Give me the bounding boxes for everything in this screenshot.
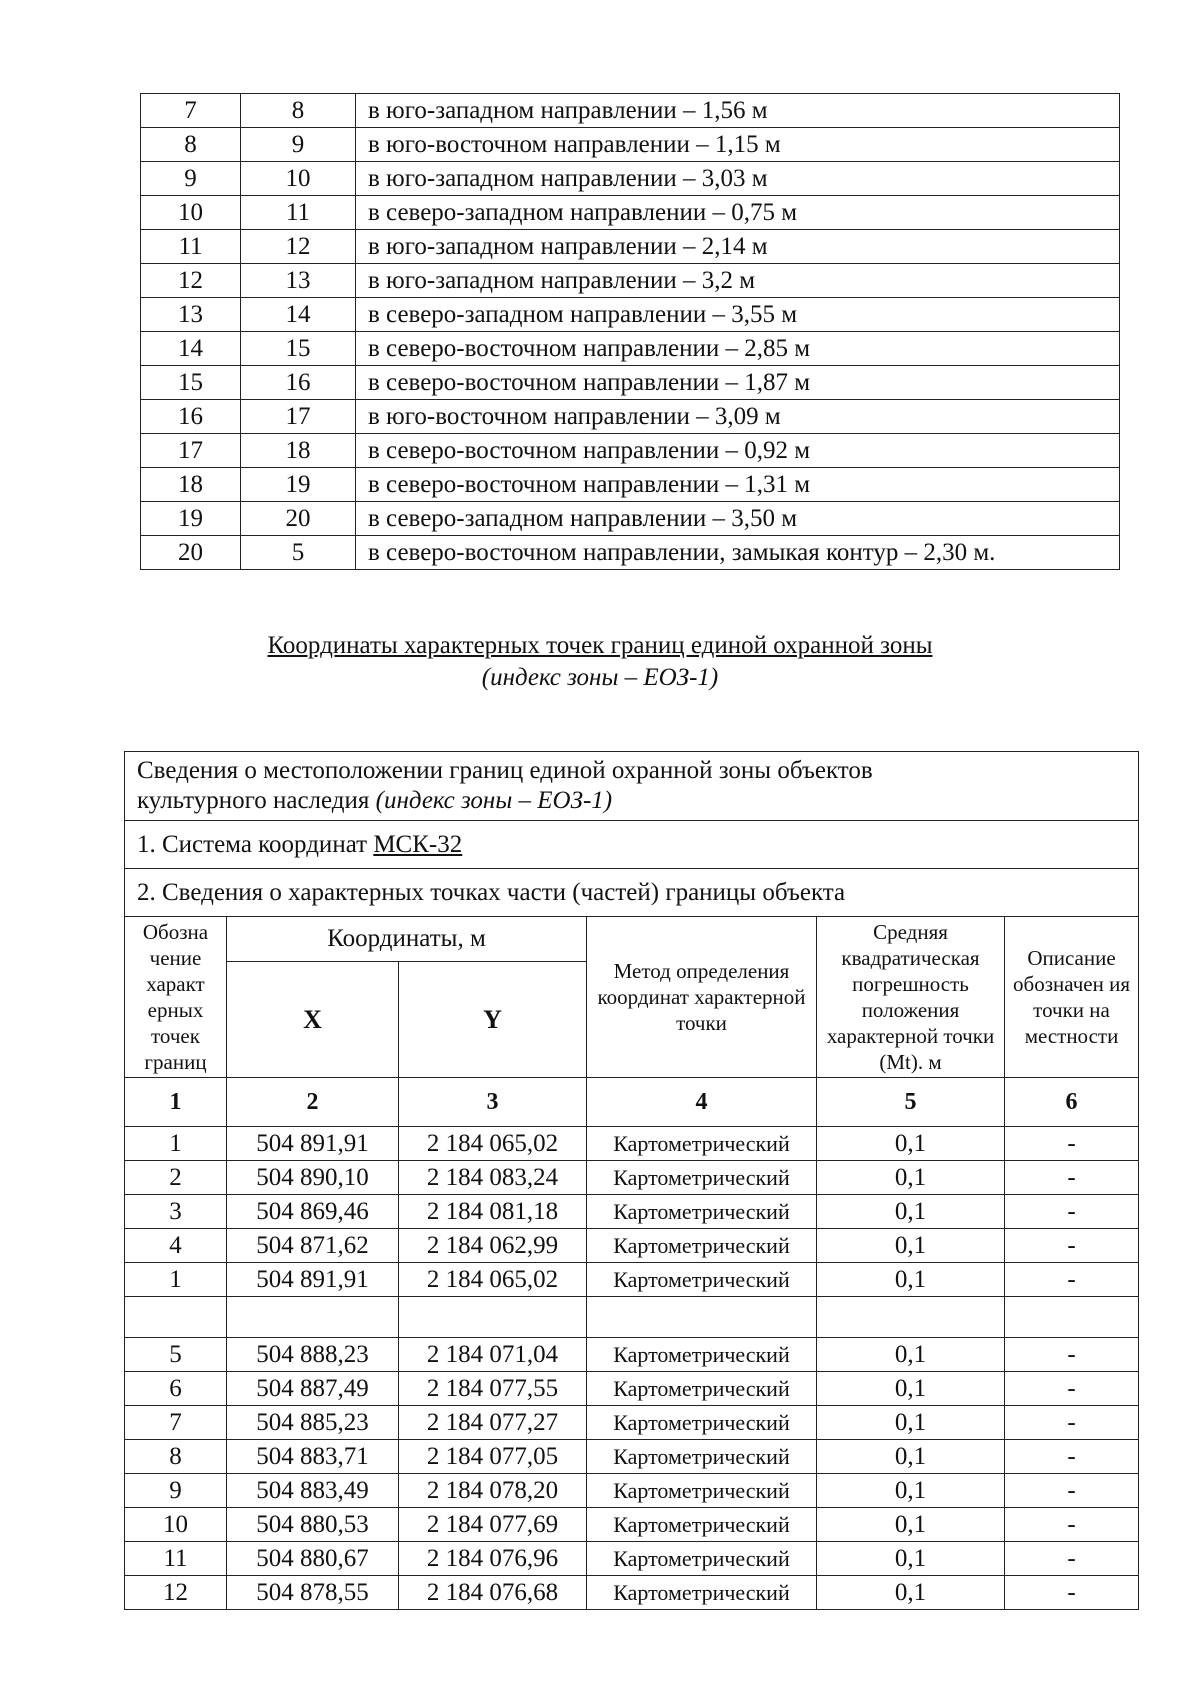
- direction-text: в юго-западном направлении – 3,03 м: [356, 162, 1120, 196]
- coordinate-row: [125, 1576, 1139, 1610]
- x-value: 504 887,49: [227, 1372, 399, 1406]
- error-value: 0,1: [817, 1127, 1005, 1161]
- y-value: 2 184 077,69: [399, 1508, 587, 1542]
- description-value: -: [1005, 1338, 1139, 1372]
- direction-row: [141, 196, 1120, 230]
- from-point: 10: [141, 196, 241, 230]
- empty-cell: [587, 1297, 817, 1338]
- point-number: 10: [125, 1508, 227, 1542]
- method-value: Картометрический: [587, 1576, 817, 1610]
- coords-heading: Координаты характерных точек границ единой охранной зоны: [267, 632, 933, 659]
- to-point: 10: [241, 162, 356, 196]
- error-value: 0,1: [817, 1263, 1005, 1297]
- description-value: -: [1005, 1542, 1139, 1576]
- direction-row: [141, 230, 1120, 264]
- method-value: Картометрический: [587, 1508, 817, 1542]
- direction-row: [141, 94, 1120, 128]
- description-value: -: [1005, 1372, 1139, 1406]
- from-point: 14: [141, 332, 241, 366]
- description-value: -: [1005, 1474, 1139, 1508]
- from-point: 9: [141, 162, 241, 196]
- coordinate-row: [125, 1195, 1139, 1229]
- error-value: 0,1: [817, 1440, 1005, 1474]
- col-method-header: Метод определения координат характерной точки: [587, 917, 817, 1078]
- error-value: 0,1: [817, 1406, 1005, 1440]
- from-point: 19: [141, 502, 241, 536]
- description-value: -: [1005, 1406, 1139, 1440]
- col-number: 1: [125, 1078, 227, 1127]
- description-value: -: [1005, 1263, 1139, 1297]
- direction-text: в северо-восточном направлении – 1,31 м: [356, 468, 1120, 502]
- error-value: 0,1: [817, 1576, 1005, 1610]
- direction-row: [141, 434, 1120, 468]
- x-value: 504 890,10: [227, 1161, 399, 1195]
- from-point: 7: [141, 94, 241, 128]
- direction-text: в северо-западном направлении – 3,50 м: [356, 502, 1120, 536]
- y-value: 2 184 076,96: [399, 1542, 587, 1576]
- from-point: 20: [141, 536, 241, 570]
- y-value: 2 184 077,05: [399, 1440, 587, 1474]
- col-number: 5: [817, 1078, 1005, 1127]
- description-value: -: [1005, 1229, 1139, 1263]
- x-value: 504 885,23: [227, 1406, 399, 1440]
- to-point: 15: [241, 332, 356, 366]
- direction-text: в северо-восточном направлении – 1,87 м: [356, 366, 1120, 400]
- direction-text: в северо-западном направлении – 3,55 м: [356, 298, 1120, 332]
- coordinate-row: [125, 1229, 1139, 1263]
- direction-text: в юго-западном направлении – 1,56 м: [356, 94, 1120, 128]
- direction-text: в северо-восточном направлении – 2,85 м: [356, 332, 1120, 366]
- from-point: 13: [141, 298, 241, 332]
- point-number: 4: [125, 1229, 227, 1263]
- method-value: Картометрический: [587, 1229, 817, 1263]
- coordinates-body: [125, 752, 1139, 1610]
- info-cell: [125, 752, 1139, 821]
- coordinate-row: [125, 1338, 1139, 1372]
- from-point: 18: [141, 468, 241, 502]
- method-value: Картометрический: [587, 1195, 817, 1229]
- to-point: 13: [241, 264, 356, 298]
- empty-cell: [125, 1297, 227, 1338]
- to-point: 8: [241, 94, 356, 128]
- info-line2-index: (индекс зоны – ЕОЗ-1): [375, 787, 613, 814]
- description-value: -: [1005, 1161, 1139, 1195]
- to-point: 18: [241, 434, 356, 468]
- point-number: 12: [125, 1576, 227, 1610]
- from-point: 15: [141, 366, 241, 400]
- description-value: -: [1005, 1440, 1139, 1474]
- point-number: 8: [125, 1440, 227, 1474]
- method-value: Картометрический: [587, 1338, 817, 1372]
- coordinates-table: [124, 751, 1139, 1610]
- zone-index-subheading: (индекс зоны – ЕОЗ-1): [481, 664, 719, 691]
- point-number: 6: [125, 1372, 227, 1406]
- error-value: 0,1: [817, 1338, 1005, 1372]
- method-value: Картометрический: [587, 1127, 817, 1161]
- direction-text: в юго-восточном направлении – 1,15 м: [356, 128, 1120, 162]
- to-point: 20: [241, 502, 356, 536]
- point-number: 9: [125, 1474, 227, 1508]
- info-line2: культурного наследия: [137, 787, 376, 814]
- x-value: 504 880,53: [227, 1508, 399, 1542]
- contour-separator-row: [125, 1297, 1139, 1338]
- description-value: -: [1005, 1195, 1139, 1229]
- info-line1: Сведения о местоположении границ единой охранной зоны объектов: [137, 757, 873, 784]
- point-number: 1: [125, 1263, 227, 1297]
- x-value: 504 891,91: [227, 1263, 399, 1297]
- empty-cell: [1005, 1297, 1139, 1338]
- direction-row: [141, 400, 1120, 434]
- direction-text: в северо-западном направлении – 0,75 м: [356, 196, 1120, 230]
- method-value: Картометрический: [587, 1263, 817, 1297]
- coordinate-row: [125, 1508, 1139, 1542]
- point-number: 11: [125, 1542, 227, 1576]
- y-value: 2 184 062,99: [399, 1229, 587, 1263]
- col-desc-header: Описание обозначен ия точки на местности: [1005, 917, 1139, 1078]
- col-number: 2: [227, 1078, 399, 1127]
- to-point: 5: [241, 536, 356, 570]
- x-value: 504 871,62: [227, 1229, 399, 1263]
- to-point: 19: [241, 468, 356, 502]
- x-value: 504 891,91: [227, 1127, 399, 1161]
- from-point: 17: [141, 434, 241, 468]
- description-value: -: [1005, 1508, 1139, 1542]
- direction-text: в юго-западном направлении – 3,2 м: [356, 264, 1120, 298]
- to-point: 16: [241, 366, 356, 400]
- x-value: 504 883,71: [227, 1440, 399, 1474]
- coordinate-row: [125, 1474, 1139, 1508]
- coordinate-row: [125, 1542, 1139, 1576]
- col-point-header: Обозна чение характ ерных точек границ: [125, 917, 227, 1078]
- directions-body: [141, 94, 1120, 570]
- coordinate-row: [125, 1161, 1139, 1195]
- directions-table: [140, 93, 1120, 570]
- direction-text: в северо-восточном направлении – 0,92 м: [356, 434, 1120, 468]
- error-value: 0,1: [817, 1508, 1005, 1542]
- y-value: 2 184 065,02: [399, 1127, 587, 1161]
- from-point: 16: [141, 400, 241, 434]
- col-number: 3: [399, 1078, 587, 1127]
- x-value: 504 888,23: [227, 1338, 399, 1372]
- direction-row: [141, 264, 1120, 298]
- coordinate-row: [125, 1372, 1139, 1406]
- error-value: 0,1: [817, 1229, 1005, 1263]
- from-point: 11: [141, 230, 241, 264]
- to-point: 14: [241, 298, 356, 332]
- y-value: 2 184 083,24: [399, 1161, 587, 1195]
- from-point: 8: [141, 128, 241, 162]
- description-value: -: [1005, 1576, 1139, 1610]
- error-value: 0,1: [817, 1161, 1005, 1195]
- error-value: 0,1: [817, 1372, 1005, 1406]
- to-point: 12: [241, 230, 356, 264]
- y-value: 2 184 077,55: [399, 1372, 587, 1406]
- direction-row: [141, 162, 1120, 196]
- y-value: 2 184 071,04: [399, 1338, 587, 1372]
- y-value: 2 184 076,68: [399, 1576, 587, 1610]
- method-value: Картометрический: [587, 1542, 817, 1576]
- x-value: 504 883,49: [227, 1474, 399, 1508]
- system-cell: [125, 821, 1139, 869]
- empty-cell: [399, 1297, 587, 1338]
- point-number: 7: [125, 1406, 227, 1440]
- to-point: 11: [241, 196, 356, 230]
- direction-row: [141, 502, 1120, 536]
- to-point: 9: [241, 128, 356, 162]
- y-value: 2 184 078,20: [399, 1474, 587, 1508]
- method-value: Картометрический: [587, 1372, 817, 1406]
- coordinate-row: [125, 1127, 1139, 1161]
- col-number: 4: [587, 1078, 817, 1127]
- col-number: 6: [1005, 1078, 1139, 1127]
- col-coords-header: Координаты, м: [227, 917, 587, 962]
- direction-row: [141, 298, 1120, 332]
- from-point: 12: [141, 264, 241, 298]
- point-number: 5: [125, 1338, 227, 1372]
- to-point: 17: [241, 400, 356, 434]
- coordinate-row: [125, 1263, 1139, 1297]
- error-value: 0,1: [817, 1542, 1005, 1576]
- direction-row: [141, 366, 1120, 400]
- method-value: Картометрический: [587, 1406, 817, 1440]
- col-error-header: Средняя квадратическая погрешность положения характерной точки (Mt). м: [817, 917, 1005, 1078]
- x-value: 504 878,55: [227, 1576, 399, 1610]
- direction-row: [141, 536, 1120, 570]
- points-title-cell: 2. Сведения о характерных точках части (частей) границы объекта: [125, 869, 1139, 917]
- error-value: 0,1: [817, 1195, 1005, 1229]
- error-value: 0,1: [817, 1474, 1005, 1508]
- point-number: 3: [125, 1195, 227, 1229]
- direction-row: [141, 128, 1120, 162]
- x-value: 504 869,46: [227, 1195, 399, 1229]
- col-y-header: Y: [399, 962, 587, 1078]
- x-value: 504 880,67: [227, 1542, 399, 1576]
- system-label: 1. Система координат: [137, 830, 374, 858]
- point-number: 1: [125, 1127, 227, 1161]
- y-value: 2 184 077,27: [399, 1406, 587, 1440]
- coordinate-row: [125, 1406, 1139, 1440]
- description-value: -: [1005, 1127, 1139, 1161]
- method-value: Картометрический: [587, 1161, 817, 1195]
- point-number: 2: [125, 1161, 227, 1195]
- col-x-header: X: [227, 962, 399, 1078]
- direction-text: в юго-восточном направлении – 3,09 м: [356, 400, 1120, 434]
- empty-cell: [817, 1297, 1005, 1338]
- system-value: МСК-32: [373, 830, 463, 858]
- method-value: Картометрический: [587, 1440, 817, 1474]
- coordinate-row: [125, 1440, 1139, 1474]
- empty-cell: [227, 1297, 399, 1338]
- method-value: Картометрический: [587, 1474, 817, 1508]
- direction-row: [141, 332, 1120, 366]
- direction-row: [141, 468, 1120, 502]
- y-value: 2 184 065,02: [399, 1263, 587, 1297]
- y-value: 2 184 081,18: [399, 1195, 587, 1229]
- direction-text: в северо-восточном направлении, замыкая контур – 2,30 м.: [356, 536, 1120, 570]
- direction-text: в юго-западном направлении – 2,14 м: [356, 230, 1120, 264]
